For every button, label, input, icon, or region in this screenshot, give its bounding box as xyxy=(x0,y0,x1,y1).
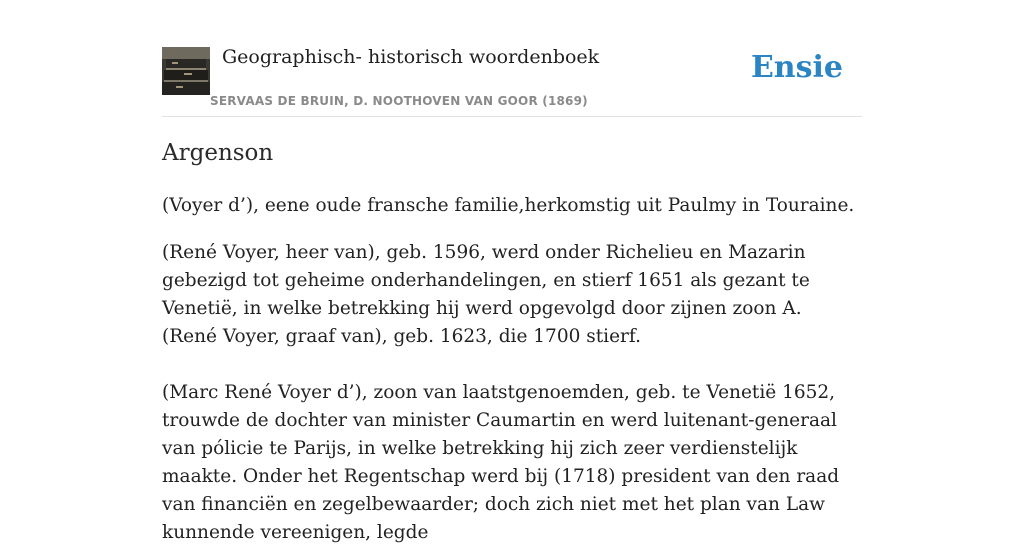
header xyxy=(162,0,862,117)
book-cover-image xyxy=(162,47,210,95)
book-authors: SERVAAS DE BRUIN, D. NOOTHOVEN VAN GOOR (1869) xyxy=(210,94,588,108)
entry-paragraph: (René Voyer, heer van), geb. 1596, werd onder Richelieu en Mazarin gebezigd tot geheime onderhandelingen, en stierf 1651 als gezant te Venetië, in welke betrekking hij werd opgevolgd door zijnen zoon A. (René Voyer, graaf van), geb. 1623, die 1700 stierf. xyxy=(162,242,810,347)
book-cover-avatar[interactable] xyxy=(162,47,210,95)
ensie-logo[interactable]: Ensie xyxy=(750,50,843,85)
entry-content xyxy=(162,192,862,547)
entry-paragraph: (Voyer d’), eene oude fransche familie,herkomstig uit Paulmy in Touraine. xyxy=(162,195,855,216)
entry-headword: Argenson xyxy=(162,140,274,166)
entry-paragraph: (Marc René Voyer d’), zoon van laatstgenoemden, geb. te Venetië 1652, trouwde de dochter van minister Caumartin en werd luitenant-generaal van pólicie te Parijs, in welke betrekking hij zich zeer verdienstelijk maakte. Onder het Regentschap werd bij (1718) president van den raad van financiën en zegelbewaarder; doch zich niet met het plan van Law kunnende vereenigen, legde xyxy=(162,382,840,543)
book-title[interactable]: Geographisch- historisch woordenboek xyxy=(222,46,600,68)
